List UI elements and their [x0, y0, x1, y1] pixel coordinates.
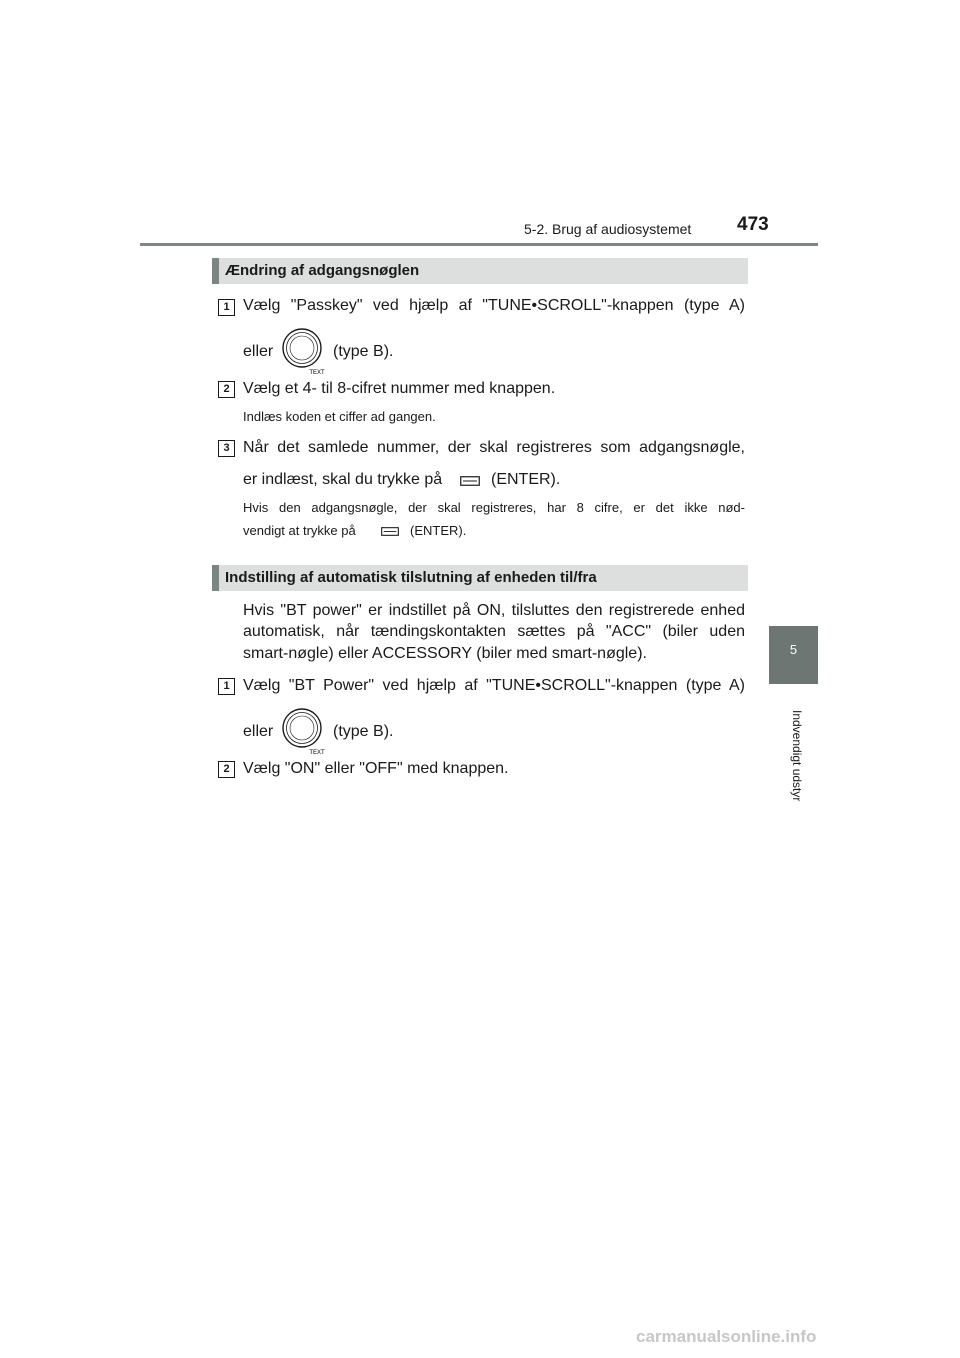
step-note: Hvis den adgangsnøgle, der skal registreres, har 8 cifre, er det ikke nød-	[243, 500, 745, 515]
section-heading-title: Ændring af adgangsnøglen	[225, 262, 420, 279]
step-text: (type B).	[333, 343, 394, 360]
enter-button-icon	[381, 527, 399, 536]
step-note: Indlæs koden et ciffer ad gangen.	[243, 409, 436, 424]
chapter-label: Indvendigt udstyr	[790, 710, 804, 802]
step-number: 3	[218, 440, 235, 457]
section-heading-passkey	[212, 258, 748, 284]
knob-caption: TEXT	[309, 370, 325, 376]
section-heading-accent	[212, 565, 219, 591]
enter-button-icon	[460, 476, 480, 486]
header-rule	[140, 243, 818, 246]
step-text: eller	[243, 343, 274, 360]
step-number: 1	[218, 299, 235, 316]
tune-scroll-knob-icon	[281, 326, 325, 376]
step-text: Når det samlede nummer, der skal registreres som adgangsnøgle,	[243, 439, 745, 456]
section-heading-accent	[212, 258, 219, 284]
step-text: Vælg et 4- til 8-cifret nummer med knappen.	[243, 380, 556, 397]
step-note: (ENTER).	[410, 523, 467, 538]
chapter-tab	[769, 626, 818, 684]
step-text: (ENTER).	[491, 471, 561, 488]
step-text: eller	[243, 723, 274, 740]
step-text: er indlæst, skal du trykke på	[243, 471, 443, 488]
chapter-number: 5	[789, 642, 798, 657]
step-number: 2	[218, 381, 235, 398]
step-number: 2	[218, 761, 235, 778]
watermark: carmanualsonline.info	[636, 1327, 817, 1346]
intro-text: Hvis "BT power" er indstillet på ON, tilsluttes den registrerede enhed	[243, 602, 745, 619]
step-text: Vælg "Passkey" ved hjælp af "TUNE•SCROLL"-knappen (type A)	[243, 297, 745, 314]
step-text: Vælg "ON" eller "OFF" med knappen.	[243, 760, 509, 777]
step-text: Vælg "BT Power" ved hjælp af "TUNE•SCROLL"-knappen (type A)	[243, 677, 745, 694]
intro-text: automatisk, når tændingskontakten sættes på "ACC" (biler uden	[243, 623, 745, 640]
section-heading-title: Indstilling af automatisk tilslutning af enheden til/fra	[225, 569, 597, 586]
section-heading-auto-connect	[212, 565, 748, 591]
step-number: 1	[218, 678, 235, 695]
section-header: 5-2. Brug af audiosystemet	[524, 221, 692, 237]
knob-caption: TEXT	[309, 750, 325, 756]
intro-text: smart-nøgle) eller ACCESSORY (biler med smart-nøgle).	[243, 645, 647, 662]
tune-scroll-knob-icon	[281, 706, 325, 756]
page-number: 473	[737, 214, 769, 235]
step-text: (type B).	[333, 723, 394, 740]
step-note: vendigt at trykke på	[243, 523, 356, 538]
